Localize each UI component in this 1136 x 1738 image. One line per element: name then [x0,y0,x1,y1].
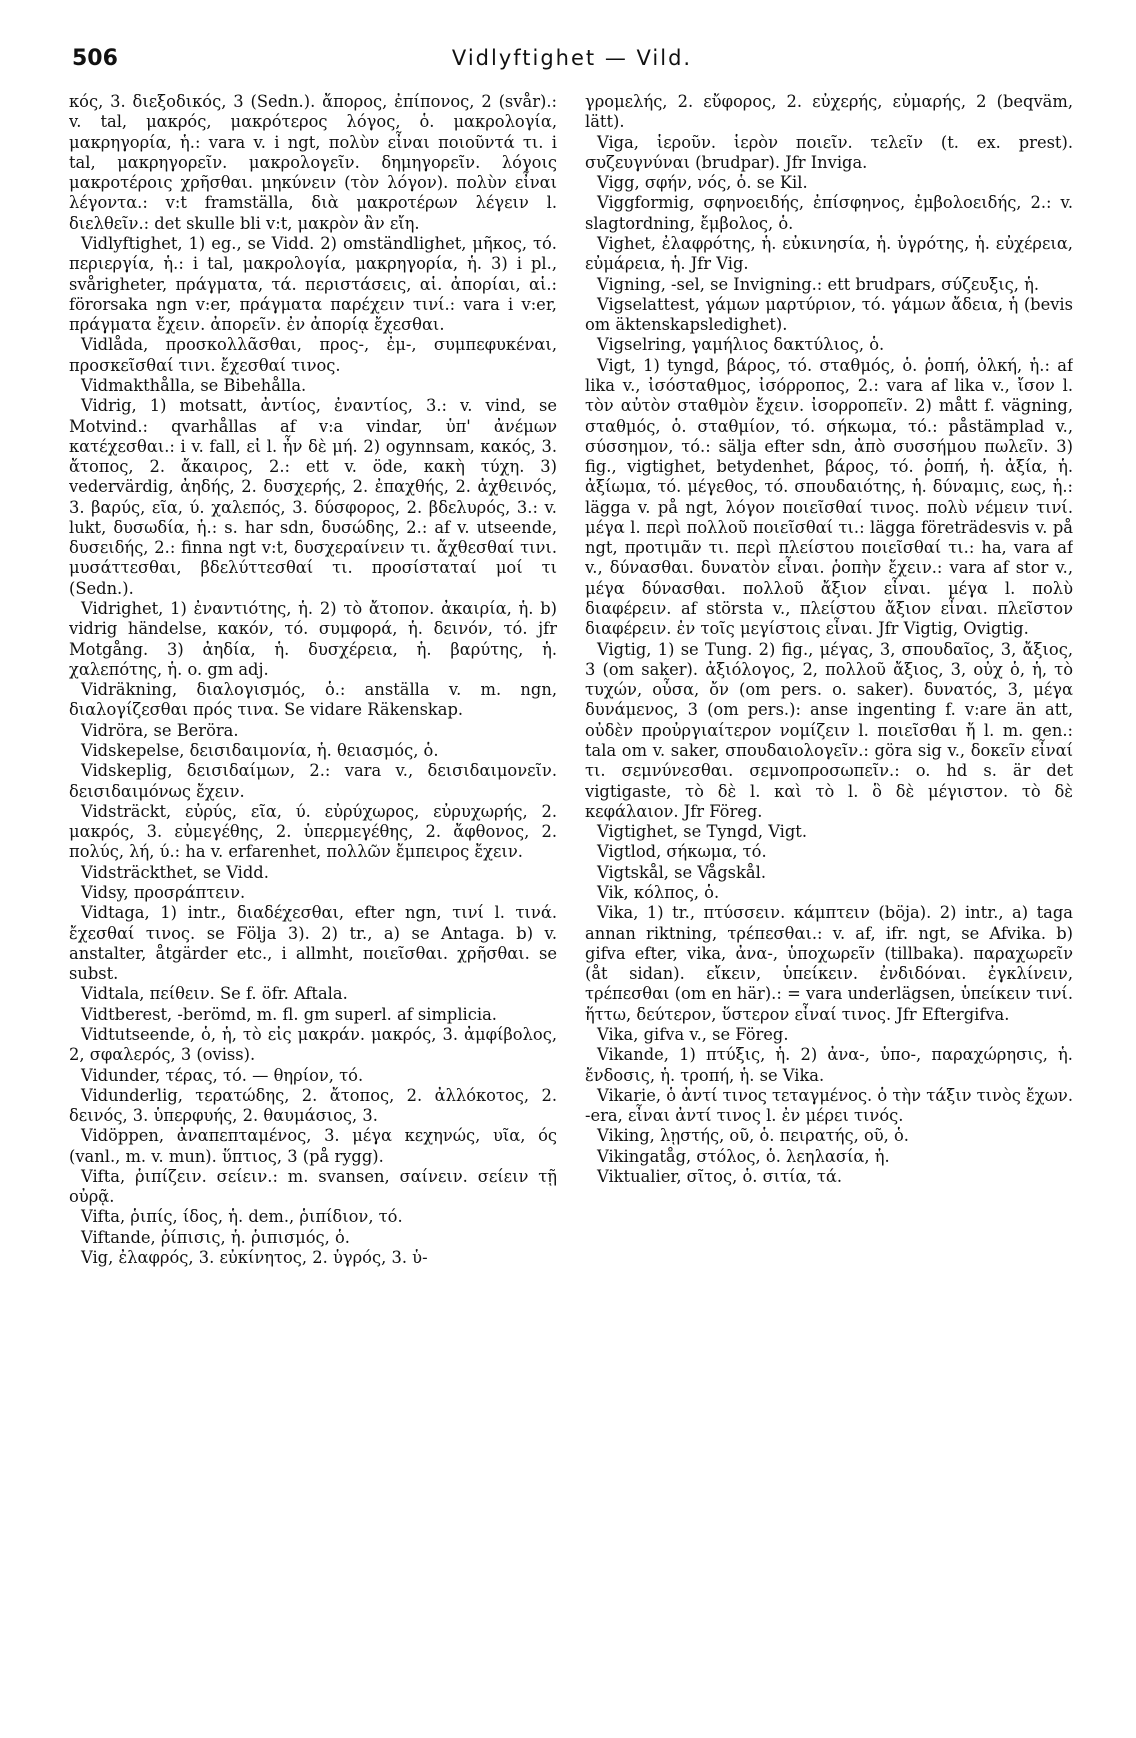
dictionary-entry: Viktualier, σῖτος, ὁ. σιτία, τά. [597,1166,843,1186]
dictionary-entry: Vigtskål, se Vågskål. [597,862,766,882]
dictionary-entry: Vig, ἐλαφρός, 3. εὐκίνητος, 2. ὑγρός, 3. ὑ- [81,1248,428,1268]
dictionary-entry: Vidmakthålla, se Bibehålla. [81,375,307,395]
right-column [585,92,1073,1712]
dictionary-entry: Vikarie, ὁ ἀντί τινος τεταγμένος. ὁ τὴν τάξιν τινὸς ἔχων. -era, εἶναι ἀντί τινος l. ἐν μέρει τινός. [585,1085,1073,1126]
left-column [69,92,557,1712]
dictionary-entry: κός, 3. διεξοδικός, 3 (Sedn.). ἄπορος, ἐπίπονος, 2 (svår).: v. tal, μακρός, μακρότερος λόγος, ὁ. μακρολογία, μακρηγορία, ἡ.: vara v. i ngt, πολὺν εἶναι ποιοῦντά τι. i tal, μακρηγορεῖν. μακρολογεῖν. δημηγορεῖν. λόγοις μακροτέροις χρῆσθαι. μηκύνειν (τὸν λόγον). πολὺν εἶναι λέγοντα.: v:t framställa, διὰ μακροτέρων λέγειν l. διελθεῖν.: det skulle bli v:t, μακρὸν ἂν εἴη. [69,92,557,233]
dictionary-entry: Vidunder, τέρας, τό. — θηρίον, τό. [81,1065,364,1085]
dictionary-entry: Vidöppen, ἀναπεπταμένος, 3. μέγα κεχηνώς, υῖα, ός (vanl., m. v. mun). ὕπτιος, 3 (på rygg). [69,1126,557,1166]
dictionary-entry: Vidskepelse, δεισιδαιμονία, ἡ. θειασμός, ὁ. [81,741,439,760]
dictionary-entry: Vigtlod, σήκωμα, τό. [597,842,767,862]
dictionary-entry: Vidsy, προσράπτειν. [81,882,246,902]
dictionary-entry: Viggformig, σφηνοειδής, ἐπίσφηνος, ἐμβολοειδής, 2.: v. slagtordning, ἔμβολος, ὁ. [585,193,1073,233]
dictionary-entry: Vikande, 1) πτύξις, ἡ. 2) ἀνα-, ὑπο-, παραχώρησις, ἡ. ἔνδοσις, ἡ. τροπή, ἡ. se Vika. [585,1045,1073,1085]
dictionary-entry: Vidräkning, διαλογισμός, ὁ.: anställa v. m. ngn, διαλογίζεσθαι πρός τινα. Se vidare Räkenskap. [69,680,557,720]
dictionary-entry: Vik, κόλπος, ὁ. [597,882,720,902]
dictionary-entry: Vika, gifva v., se Föreg. [597,1024,789,1044]
dictionary-entry: Vigtig, 1) se Tung. 2) fig., μέγας, 3, σπουδαῖος, 3, ἄξιος, 3 (om saker). ἀξιόλογος, 2, πολλοῦ ἄξιος, 3, οὐχ ὁ, ἡ, τὸ τυχών, οὖσα, ὄν (om pers. o. saker). δυνατός, 3, μέγα δυνάμενος, 3 (om pers.): anse ingenting f. v:are än att, οὐδὲν προὐργιαίτερον νομίζειν l. ποιεῖσθαι ἤ l. m. gen.: tala om v. saker, σπουδαιολογεῖν.: göra sig v., δοκεῖν εἶναί τι. σεμνύνεσθαι. σεμνοπροσωπεῖν.: o. hd s. är det vigtigaste, τὸ δὲ l. καὶ τὸ l. ὃ δὲ μέγιστον. τὸ δὲ κεφάλαιον. Jfr Föreg. [585,639,1073,821]
dictionary-entry: Vigg, σφήν, νός, ὁ. se Kil. [597,173,808,193]
dictionary-entry: Vidröra, se Beröra. [81,720,239,740]
dictionary-entry: Vigtighet, se Tyngd, Vigt. [597,822,808,842]
dictionary-entry: Vidlyftighet, 1) eg., se Vidd. 2) omständlighet, μῆκος, τό. περιεργία, ἡ.: i tal, μακρολογία, μακρηγορία, ἡ. 3) i pl., svårigheter, πράγματα, τά. περιστάσεις, αἱ. ἀπορίαι, αἱ.: förorsaka ngn v:er, πράγματα παρέχειν τινί.: vara i v:er, πράγματα ἔχειν. ἀπορεῖν. ἐν ἀπορίᾳ ἔχεσθαι. [69,233,557,335]
dictionary-entry: Vigt, 1) tyngd, βάρος, τό. σταθμός, ὁ. ῥοπή, ὁλκή, ἡ.: af lika v., ἰσόσταθμος, ἰσόρροπος, 2.: vara af lika v., ἴσον l. τὸν αὐτὸν σταθμὸν ἔχειν. ἰσορροπεῖν. 2) mått f. vägning, σταθμός, ὁ. σταθμίον, τό. σήκωμα, τό.: påstämplad v., σύσσημον, τό.: sälja efter sdn, ἀπὸ συσσήμου πωλεῖν. 3) fig., vigtighet, betydenhet, βάρος, τό. ῥοπή, ἡ. ἀξία, ἡ. ἀξίωμα, τό. μέγεθος, τό. σπουδαιότης, ἡ. δύναμις, εως, ἡ.: lägga v. på ngt, λόγον ποιεῖσθαί τινος. πολὺ νέμειν τινί. μέγα l. περὶ πολλοῦ ποιεῖσθαί τι.: lägga företrädesvis v. på ngt, προτιμᾶν τι. περὶ πλείστου ποιεῖσθαί τι.: ha, vara af v., δύνασθαι. δυνατὸν εἶναι. ῥοπὴν ἔχειν.: vara af stor v., μέγα δύνασθαι. πολλοῦ ἄξιον εἶναι. μέγα l. πολὺ διαφέρειν. af största v., πλείστου ἄξιον εἶναι. πλεῖστον διαφέρειν. ἐν τοῖς μεγίστοις εἶναι. Jfr Vigtig, Ovigtig. [585,355,1073,639]
dictionary-entry: Vighet, ἐλαφρότης, ἡ. εὐκινησία, ἡ. ὑγρότης, ἡ. εὐχέρεια, εὐμάρεια, ἡ. Jfr Vig. [585,233,1073,274]
dictionary-entry: Vidunderlig, τερατώδης, 2. ἄτοπος, 2. ἀλλόκοτος, 2. δεινός, 3. ὑπερφυής, 2. θαυμάσιος, 3. [69,1085,557,1126]
dictionary-entry: Vidskeplig, δεισιδαίμων, 2.: vara v., δεισιδαιμονεῖν. δεισιδαιμόνως ἔχειν. [69,761,557,801]
page-header [72,46,1072,76]
dictionary-entry: Vidtaga, 1) intr., διαδέχεσθαι, efter ngn, τινί l. τινά. ἔχεσθαί τινος. se Följa 3). 2) tr., a) se Antaga. b) v. anstalter, åtgärder etc., i allmht, ποιεῖσθαι. χρῆσθαι. se subst. [69,903,557,984]
dictionary-entry: Viking, λῃστής, οῦ, ὁ. πειρατής, οῦ, ὁ. [597,1126,909,1146]
dictionary-entry: Vidsträckthet, se Vidd. [81,862,269,882]
dictionary-entry: Vidrig, 1) motsatt, ἀντίος, ἐναντίος, 3.: v. vind, se Motvind.: qvarhållas af v:a vindar, ὑπ' ἀνέμων κατέχεσθαι.: i v. fall, εἰ l. ἦν δὲ μή. 2) ogynnsam, κακός, 3. ἄτοπος, 2. ἄκαιρος, 2.: ett v. öde, κακὴ τύχη. 3) vedervärdig, ἀηδής, 2. δυσχερής, 2. ἐπαχθής, 2. ἀχθεινός, 3. βαρύς, εῖα, ύ. χαλεπός, 3. δύσφορος, 2. βδελυρός, 3.: v. lukt, δυσωδία, ἡ.: s. har sdn, δυσώδης, 2.: af v. utseende, δυσειδής, 2.: finna ngt v:t, δυσχεραίνειν τι. ἄχθεσθαί τινι. μυσάττεσθαι, βδελύττεσθαί τι. προσίσταταί μοί τι (Sedn.). [69,396,557,598]
dictionary-entry: Vidtutseende, ὁ, ἡ, τὸ εἰς μακράν. μακρός, 3. ἀμφίβολος, 2, σφαλερός, 3 (oviss). [69,1024,557,1065]
dictionary-entry: Vidtala, πείθειν. Se f. öfr. Aftala. [81,984,348,1004]
page-number: 506 [72,46,118,71]
running-head: Vidlyftighet — Vild. [451,46,693,70]
dictionary-entry: Vigning, -sel, se Invigning.: ett brudpars, σύζευξις, ἡ. [597,274,1039,294]
dictionary-entry: Vigselring, γαμήλιος δακτύλιος, ὁ. [597,335,885,355]
dictionary-entry: Vifta, ῥιπίζειν. σείειν.: m. svansen, σαίνειν. σείειν τῇ οὐρᾷ. [69,1166,557,1207]
dictionary-entry: Viga, ἱεροῦν. ἱερὸν ποιεῖν. τελεῖν (t. ex. prest). συζευγνύναι (brudpar). Jfr Inviga. [585,132,1073,172]
dictionary-entry: Vidsträckt, εὐρύς, εῖα, ύ. εὐρύχωρος, εὐρυχωρής, 2. μακρός, 3. εὐμεγέθης, 2. ὑπερμεγέθης, 2. ἄφθονος, 2. πολύς, λή, ύ.: ha v. erfarenhet, πολλῶν ἔμπειρος ἔχειν. [69,801,557,862]
dictionary-entry: Vidtberest, -berömd, m. fl. gm superl. af simplicia. [81,1004,497,1024]
dictionary-entry: Vikingatåg, στόλος, ὁ. λεηλασία, ἡ. [597,1146,890,1166]
dictionary-entry: Vidlåda, προσκολλᾶσθαι, προς-, ἐμ-, συμπεφυκέναι, προσκεῖσθαί τινι. ἔχεσθαί τινος. [69,335,557,375]
dictionary-entry: Vifta, ῥιπίς, ίδος, ἡ. dem., ῥιπίδιον, τό. [81,1207,403,1227]
dictionary-entry: Vidrighet, 1) ἐναντιότης, ἡ. 2) τὸ ἄτοπον. ἀκαιρία, ἡ. b) vidrig händelse, κακόν, τό. συμφορά, ἡ. δεινόν, τό. jfr Motgång. 3) ἀηδία, ἡ. δυσχέρεια, ἡ. βαρύτης, ἡ. χαλεπότης, ἡ. o. gm adj. [69,599,557,679]
dictionary-entry: Vigselattest, γάμων μαρτύριον, τό. γάμων ἄδεια, ἡ (bevis om äktenskapsledighet). [585,294,1073,335]
dictionary-entry: Vika, 1) tr., πτύσσειν. κάμπτειν (böja). 2) intr., a) taga annan riktning, τρέπεσθαι.: v. af, ifr. ngt, se Afvika. b) gifva efter, vika, ἀνα-, ὑποχωρεῖν (tillbaka). παραχωρεῖν (åt sidan). εἴκειν, ὑπείκειν. ἐνδιδόναι. ἐγκλίνειν, τρέπεσθαι (om en här).: = vara underlägsen, ὑπείκειν τινί. ἥττω, δεύτερον, ὕστερον εἶναί τινος. Jfr Eftergifva. [585,903,1073,1024]
dictionary-entry: γρομελής, 2. εὔφορος, 2. εὐχερής, εὐμαρής, 2 (beqväm, lätt). [585,92,1073,132]
dictionary-entry: Viftande, ῥίπισις, ἡ. ῥιπισμός, ὁ. [81,1227,350,1247]
